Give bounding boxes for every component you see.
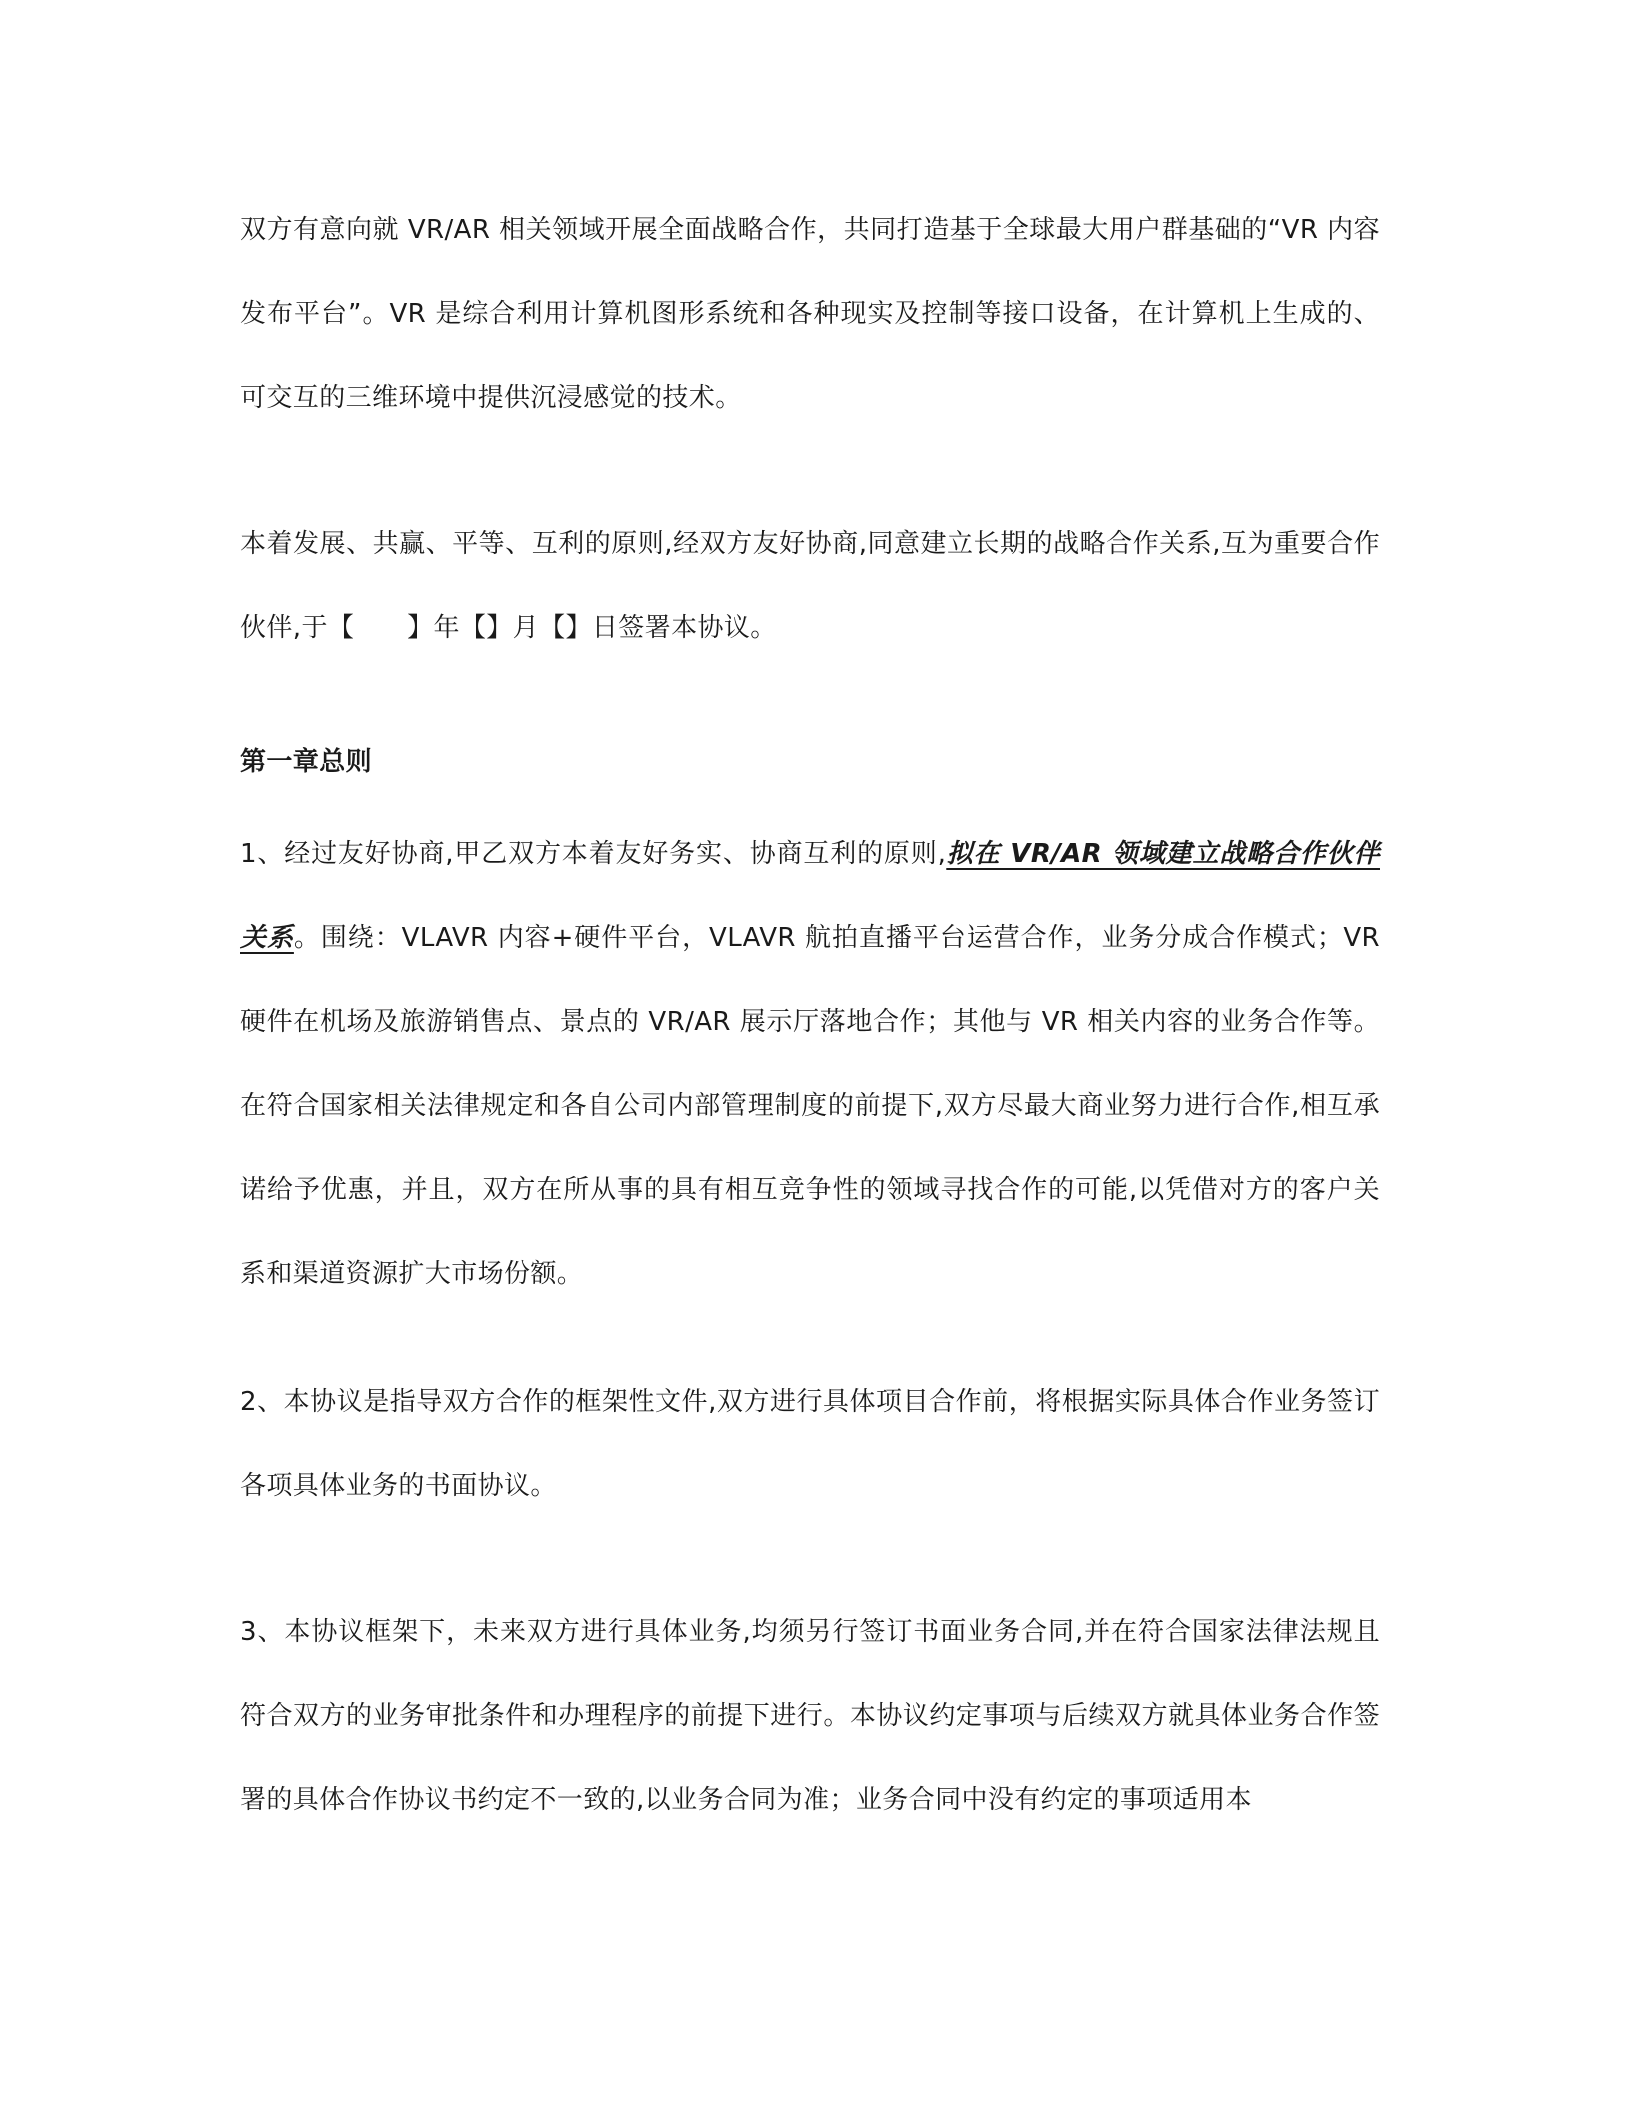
principle-paragraph: 本着发展、共赢、平等、互利的原则,经双方友好协商,同意建立长期的战略合作关系,互为重要合作伙伴,于【 】年【】月【】日签署本协议。 xyxy=(240,529,1380,643)
clause-2: 2、本协议是指导双方合作的框架性文件,双方进行具体项目合作前，将根据实际具体合作业务签订各项具体业务的书面协议。 xyxy=(240,1387,1380,1501)
clause-1-emphasis: 拟在 VR/AR 领域建立战略合作伙伴关系 xyxy=(240,839,1380,953)
intro-paragraph: 双方有意向就 VR/AR 相关领域开展全面战略合作，共同打造基于全球最大用户群基础的“VR 内容发布平台”。VR 是综合利用计算机图形系统和各种现实及控制等接口设备，在计算机上生成的、可交互的三维环境中提供沉浸感觉的技术。 xyxy=(240,215,1380,413)
clause-3: 3、本协议框架下，未来双方进行具体业务,均须另行签订书面业务合同,并在符合国家法律法规且符合双方的业务审批条件和办理程序的前提下进行。本协议约定事项与后续双方就具体业务合作签署的具体合作协议书约定不一致的,以业务合同为准；业务合同中没有约定的事项适用本 xyxy=(240,1617,1380,1815)
chapter-heading: 第一章总则 xyxy=(240,747,373,777)
clause-1-lead: 1、经过友好协商,甲乙双方本着友好务实、协商互利的原则, xyxy=(240,839,947,869)
clause-1-rest: 。围绕：VLAVR 内容+硬件平台，VLAVR 航拍直播平台运营合作，业务分成合作模式；VR 硬件在机场及旅游销售点、景点的 VR/AR 展示厅落地合作；其他与 VR 相关内容的业务合作等。在符合国家相关法律规定和各自公司内部管理制度的前提下,双方尽最大商业努力进行合作,相互承诺给予优惠，并且，双方在所从事的具有相互竞争性的领域寻找合作的可能,以凭借对方的客户关系和渠道资源扩大市场份额。 xyxy=(240,923,1380,1289)
clause-1 xyxy=(240,812,1380,1316)
